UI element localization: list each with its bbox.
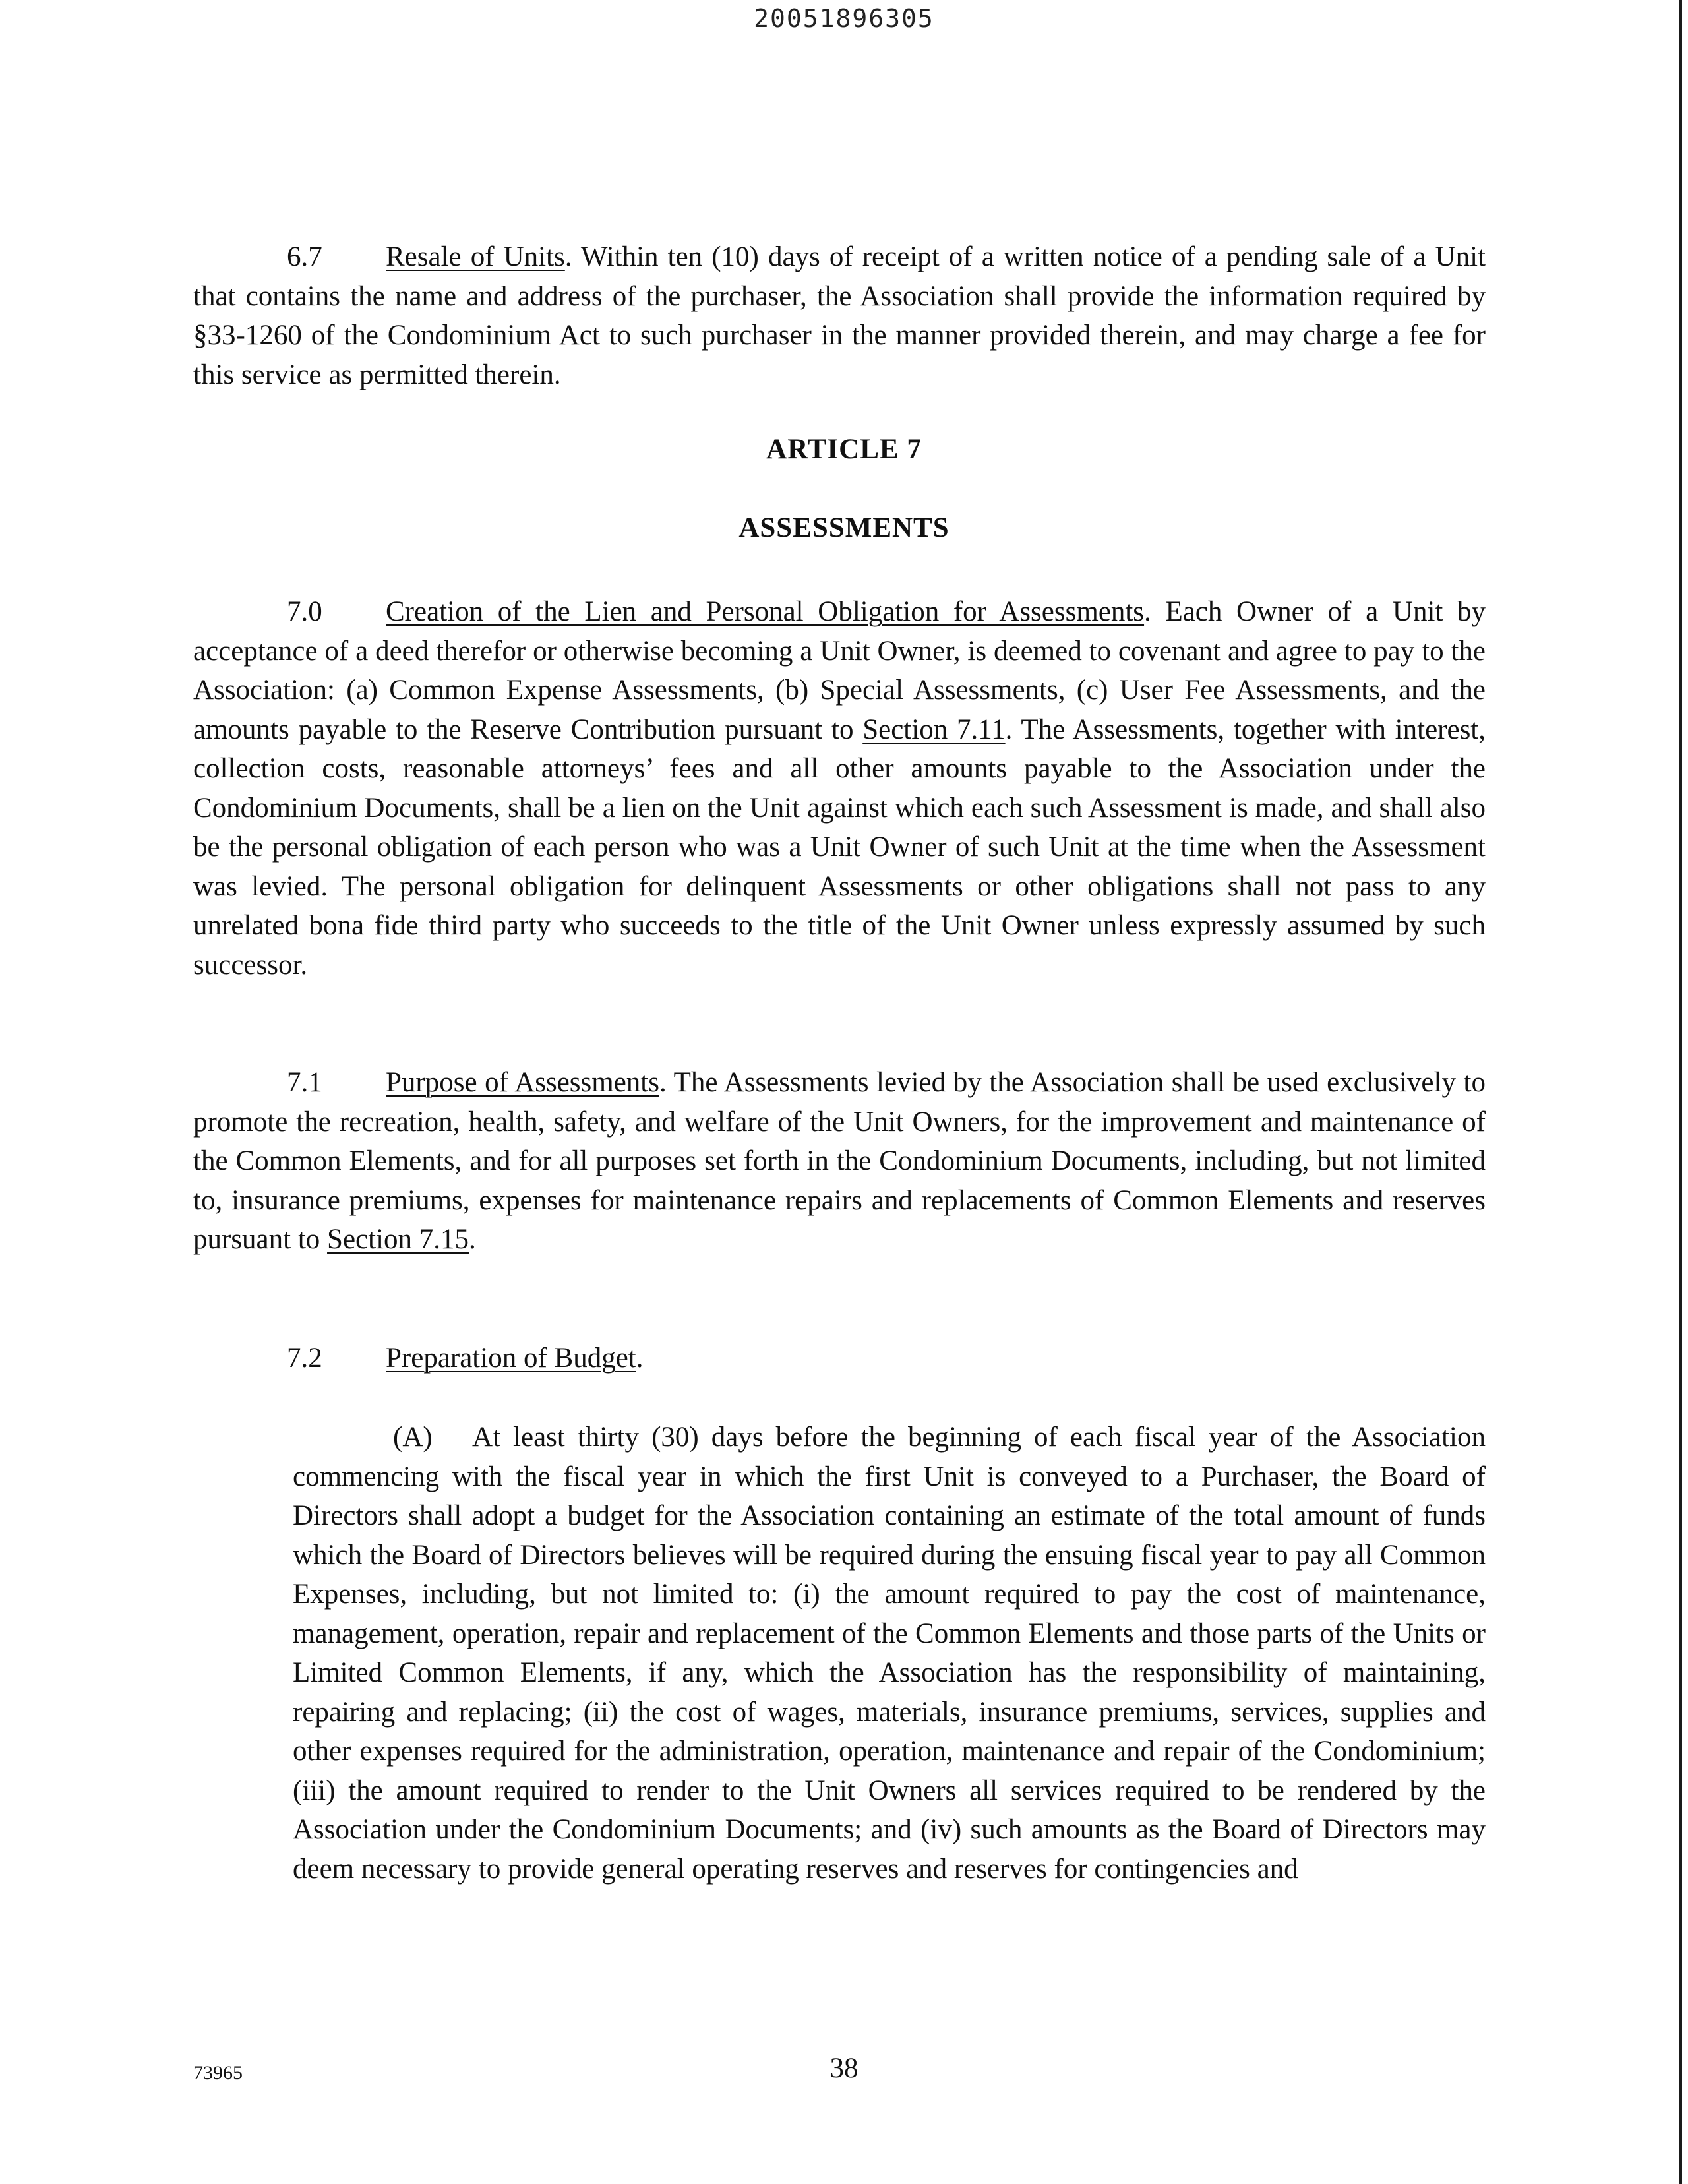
subsection-number: (A) xyxy=(393,1422,433,1453)
subsection-body: At least thirty (30) days before the beginning of each fiscal year of the Association commencing with the fiscal year in which the first Unit is conveyed to a Purchaser, the Board of Directors shall adopt a budget for the Association containing an estimate of the total amount of funds which the Board of Directors believes will be required during the ensuing fiscal year to pay all Common Expenses, including, but not limited to: (i) the amount required to pay the cost of maintenance, management, operation, repair and replacement of the Common Elements and those parts of the Units or Limited Common Elements, if any, which the Association has the responsibility of maintaining, repairing and replacing; (ii) the cost of wages, materials, insurance premiums, services, supplies and other expenses required for the administration, operation, maintenance and repair of the Condominium; (iii) the amount required to render to the Unit Owners all services required to be rendered by the Association under the Condominium Documents; and (iv) such amounts as the Board of Directors may deem necessary to provide general operating reserves and reserves for contingencies and xyxy=(293,1422,1486,1885)
page-edge-line xyxy=(1679,0,1682,2184)
footer-doc-id: 73965 xyxy=(193,2062,243,2084)
section-title: Purpose of Assessments xyxy=(386,1067,659,1098)
section-body-continued: . The Assessments, together with interest, collection costs, reasonable attorneys’ fees and all other amounts payable to the Association under the Condominium Documents, shall be a lien on the Unit against which each such Assessment is made, and shall also be the personal obligation of each person who was a Unit Owner of such Unit at the time when the Assessment was levied. The personal obligation for delinquent Assessments or other obligations shall not pass to any unrelated bona fide third party who succeeds to the title of the Unit Owner unless expressly assumed by such successor. xyxy=(193,713,1486,981)
section-title: Creation of the Lien and Personal Obligation for Assessments xyxy=(386,596,1145,627)
section-body: . The Assessments levied by the Association shall be used exclusively to promote the recreation, health, safety, and welfare of the Unit Owners, for the improvement and maintenance of the Common Elements, and for all purposes set forth in the Condominium Documents, including, but not limited to, insurance premiums, expenses for maintenance repairs and replacements of Common Elements and reserves pursuant to xyxy=(193,1067,1486,1255)
section-body: . Within ten (10) days of receipt of a written notice of a pending sale of a Unit that contains the name and address of the purchaser, the Association shall provide the information required by §33-1260 of the Condominium Act to such purchaser in the manner provided therein, and may charge a fee for this service as permitted therein. xyxy=(193,241,1486,390)
section-7-2 xyxy=(193,1339,1486,1378)
section-number: 7.1 xyxy=(287,1067,322,1098)
section-7-1 xyxy=(193,1063,1486,1259)
section-body-end: . xyxy=(469,1224,476,1255)
section-title: Resale of Units xyxy=(386,241,565,272)
section-6-7 xyxy=(193,237,1486,394)
section-7-2-a xyxy=(293,1418,1486,1889)
section-7-0 xyxy=(193,592,1486,985)
section-reference-link: Section 7.15 xyxy=(327,1224,469,1255)
section-reference-link: Section 7.11 xyxy=(862,713,1006,745)
page-number: 38 xyxy=(829,2053,859,2084)
section-number: 7.2 xyxy=(287,1343,322,1374)
section-body: . Each Owner of a Unit by acceptance of a deed therefor or otherwise becoming a Unit Owner, is deemed to covenant and agree to pay to the Association: (a) Common Expense Assessments, (b) Special Assessments, (c) User Fee Assessments, and the amounts payable to the Reserve Contribution pursuant to xyxy=(193,596,1486,745)
document-number: 20051896305 xyxy=(754,4,934,33)
section-number: 6.7 xyxy=(287,241,322,272)
article-title: ASSESSMENTS xyxy=(738,512,950,543)
article-label: ARTICLE 7 xyxy=(766,434,922,465)
section-number: 7.0 xyxy=(287,596,322,627)
section-title-end: . xyxy=(636,1343,644,1374)
section-title: Preparation of Budget xyxy=(386,1343,636,1374)
